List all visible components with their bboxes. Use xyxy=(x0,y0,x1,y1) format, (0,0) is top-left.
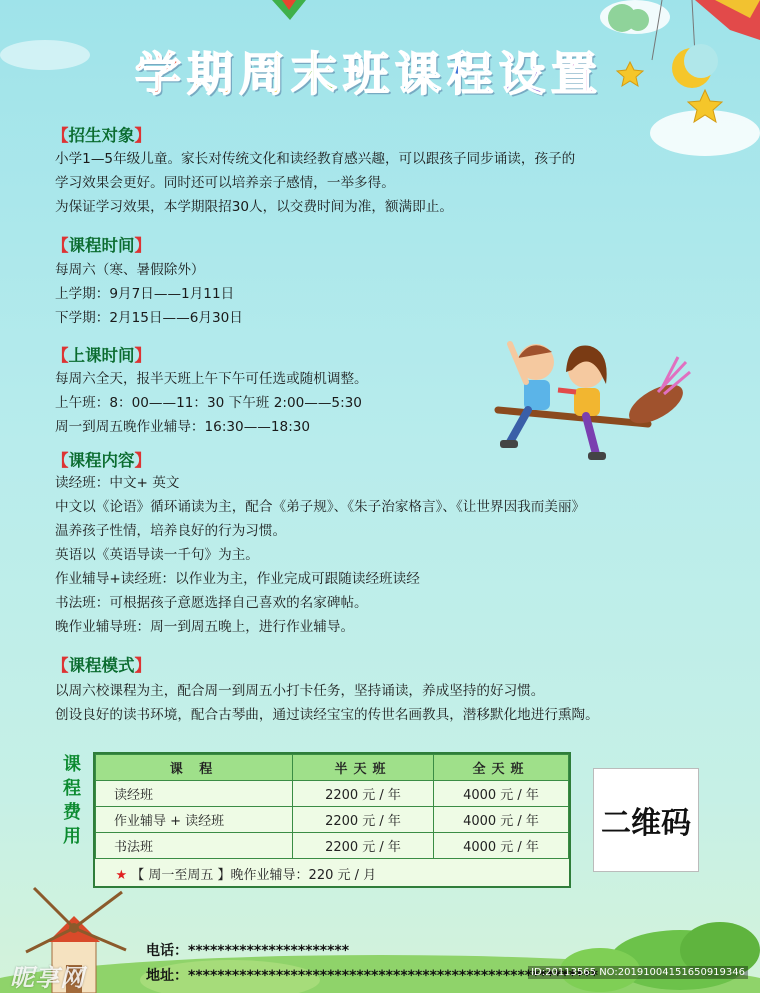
section-body-class-time xyxy=(55,367,368,439)
title-char: 课 xyxy=(395,47,447,101)
text-line: 读经班：中文+ 英文 xyxy=(55,475,180,491)
qr-code: 二维码 xyxy=(593,768,699,872)
column-header: 课 程 xyxy=(96,755,293,781)
title-char: 学 xyxy=(135,47,187,101)
text-line: 周一到周五晚作业辅导：16:30——18:30 xyxy=(55,419,311,435)
title-char: 周 xyxy=(239,47,291,101)
star-icon: ★ xyxy=(115,867,128,883)
section-body-course-content xyxy=(55,471,585,639)
text-line: 书法班：可根据孩子意愿选择自己喜欢的名家碑帖。 xyxy=(55,595,368,611)
text-line: 每周六全天，报半天班上午下午可任选或随机调整。 xyxy=(55,371,368,387)
section-heading-course-time: 【课程时间】 xyxy=(52,236,151,255)
phone-label: 电话： xyxy=(146,943,188,959)
text-line: 作业辅导+读经班：以作业为主，作业完成可跟随读经班读经 xyxy=(55,571,420,587)
text-line: 每周六（寒、暑假除外） xyxy=(55,262,205,278)
watermark-id: ID:20113565 NO:20191004151650919346 xyxy=(528,966,748,979)
text-line: 晚作业辅导班：周一到周五晚上，进行作业辅导。 xyxy=(55,619,355,635)
phone-value: ********************** xyxy=(188,943,350,959)
phone-line xyxy=(146,940,349,960)
course-name: 作业辅导 + 读经班 xyxy=(96,807,293,833)
text-line: 上学期：9月7日——1月11日 xyxy=(55,286,235,302)
text-line: 小学1—5年级儿童。家长对传统文化和读经教育感兴趣，可以跟孩子同步诵读，孩子的 xyxy=(55,151,576,167)
kite-icon xyxy=(695,0,760,40)
table-row xyxy=(96,807,569,833)
section-heading-course-mode: 【课程模式】 xyxy=(52,656,151,675)
text-line: 中文以《论语》循环诵读为主，配合《弟子规》、《朱子治家格言》、《让世界因我而美丽》 xyxy=(55,499,586,515)
title-char: 末 xyxy=(291,47,343,101)
text-line: 英语以《英语导读一千句》为主。 xyxy=(55,547,259,563)
table-header-row xyxy=(96,755,569,781)
title-char: 班 xyxy=(343,47,395,101)
star-icon xyxy=(688,90,722,122)
title-char: 期 xyxy=(187,47,239,101)
full-day-price: 4000 元 / 年 xyxy=(434,781,569,807)
table-row xyxy=(96,781,569,807)
title-char: 程 xyxy=(447,47,499,101)
fee-label: 课 程 费 用 xyxy=(63,754,81,847)
kite-icon xyxy=(272,0,306,22)
moon-icon xyxy=(672,44,718,88)
half-day-price: 2200 元 / 年 xyxy=(293,807,434,833)
address-value: ******************************************************** xyxy=(188,968,598,984)
watermark-logo: 昵享网 xyxy=(10,964,85,992)
text-line: 温养孩子性情，培养良好的行为习惯。 xyxy=(55,523,287,539)
full-day-price: 4000 元 / 年 xyxy=(434,833,569,859)
full-day-price: 4000 元 / 年 xyxy=(434,807,569,833)
fee-note xyxy=(96,859,569,888)
column-header: 全天班 xyxy=(434,755,569,781)
address-label: 地址： xyxy=(146,968,188,984)
text-line: 以周六校课程为主，配合周一到周五小打卡任务，坚持诵读，养成坚持的好习惯。 xyxy=(55,683,545,699)
section-heading-course-content: 【课程内容】 xyxy=(52,451,151,470)
fee-table xyxy=(93,752,571,888)
page-title xyxy=(135,38,655,108)
text-line: 下学期：2月15日——6月30日 xyxy=(55,310,243,326)
text-line: 创设良好的读书环境，配合古琴曲，通过读经宝宝的传世名画教具，潜移默化地进行熏陶。 xyxy=(55,707,599,723)
fee-note-text: 【 周一至周五 】晚作业辅导：220 元 / 月 xyxy=(131,867,377,883)
text-line: 学习效果会更好。同时还可以培养亲子感情，一举多得。 xyxy=(55,175,395,191)
half-day-price: 2200 元 / 年 xyxy=(293,781,434,807)
title-char: 置 xyxy=(551,47,603,101)
column-header: 半天班 xyxy=(293,755,434,781)
title-char: 设 xyxy=(499,47,551,101)
text-line: 为保证学习效果，本学期限招30人，以交费时间为准，额满即止。 xyxy=(55,199,453,215)
cloud xyxy=(0,40,90,70)
section-body-enrollment xyxy=(55,147,575,219)
table-row xyxy=(96,833,569,859)
text-line: 上午班：8：00——11：30 下午班 2:00——5:30 xyxy=(55,395,362,411)
half-day-price: 2200 元 / 年 xyxy=(293,833,434,859)
course-name: 读经班 xyxy=(96,781,293,807)
section-heading-class-time: 【上课时间】 xyxy=(52,346,151,365)
fee-note-row xyxy=(96,859,569,888)
cloud-icon xyxy=(608,4,649,32)
kids-on-broom-illustration xyxy=(488,332,693,470)
section-body-course-mode xyxy=(55,679,599,727)
section-body-course-time xyxy=(55,258,243,330)
course-name: 书法班 xyxy=(96,833,293,859)
section-heading-enrollment: 【招生对象】 xyxy=(52,126,151,145)
